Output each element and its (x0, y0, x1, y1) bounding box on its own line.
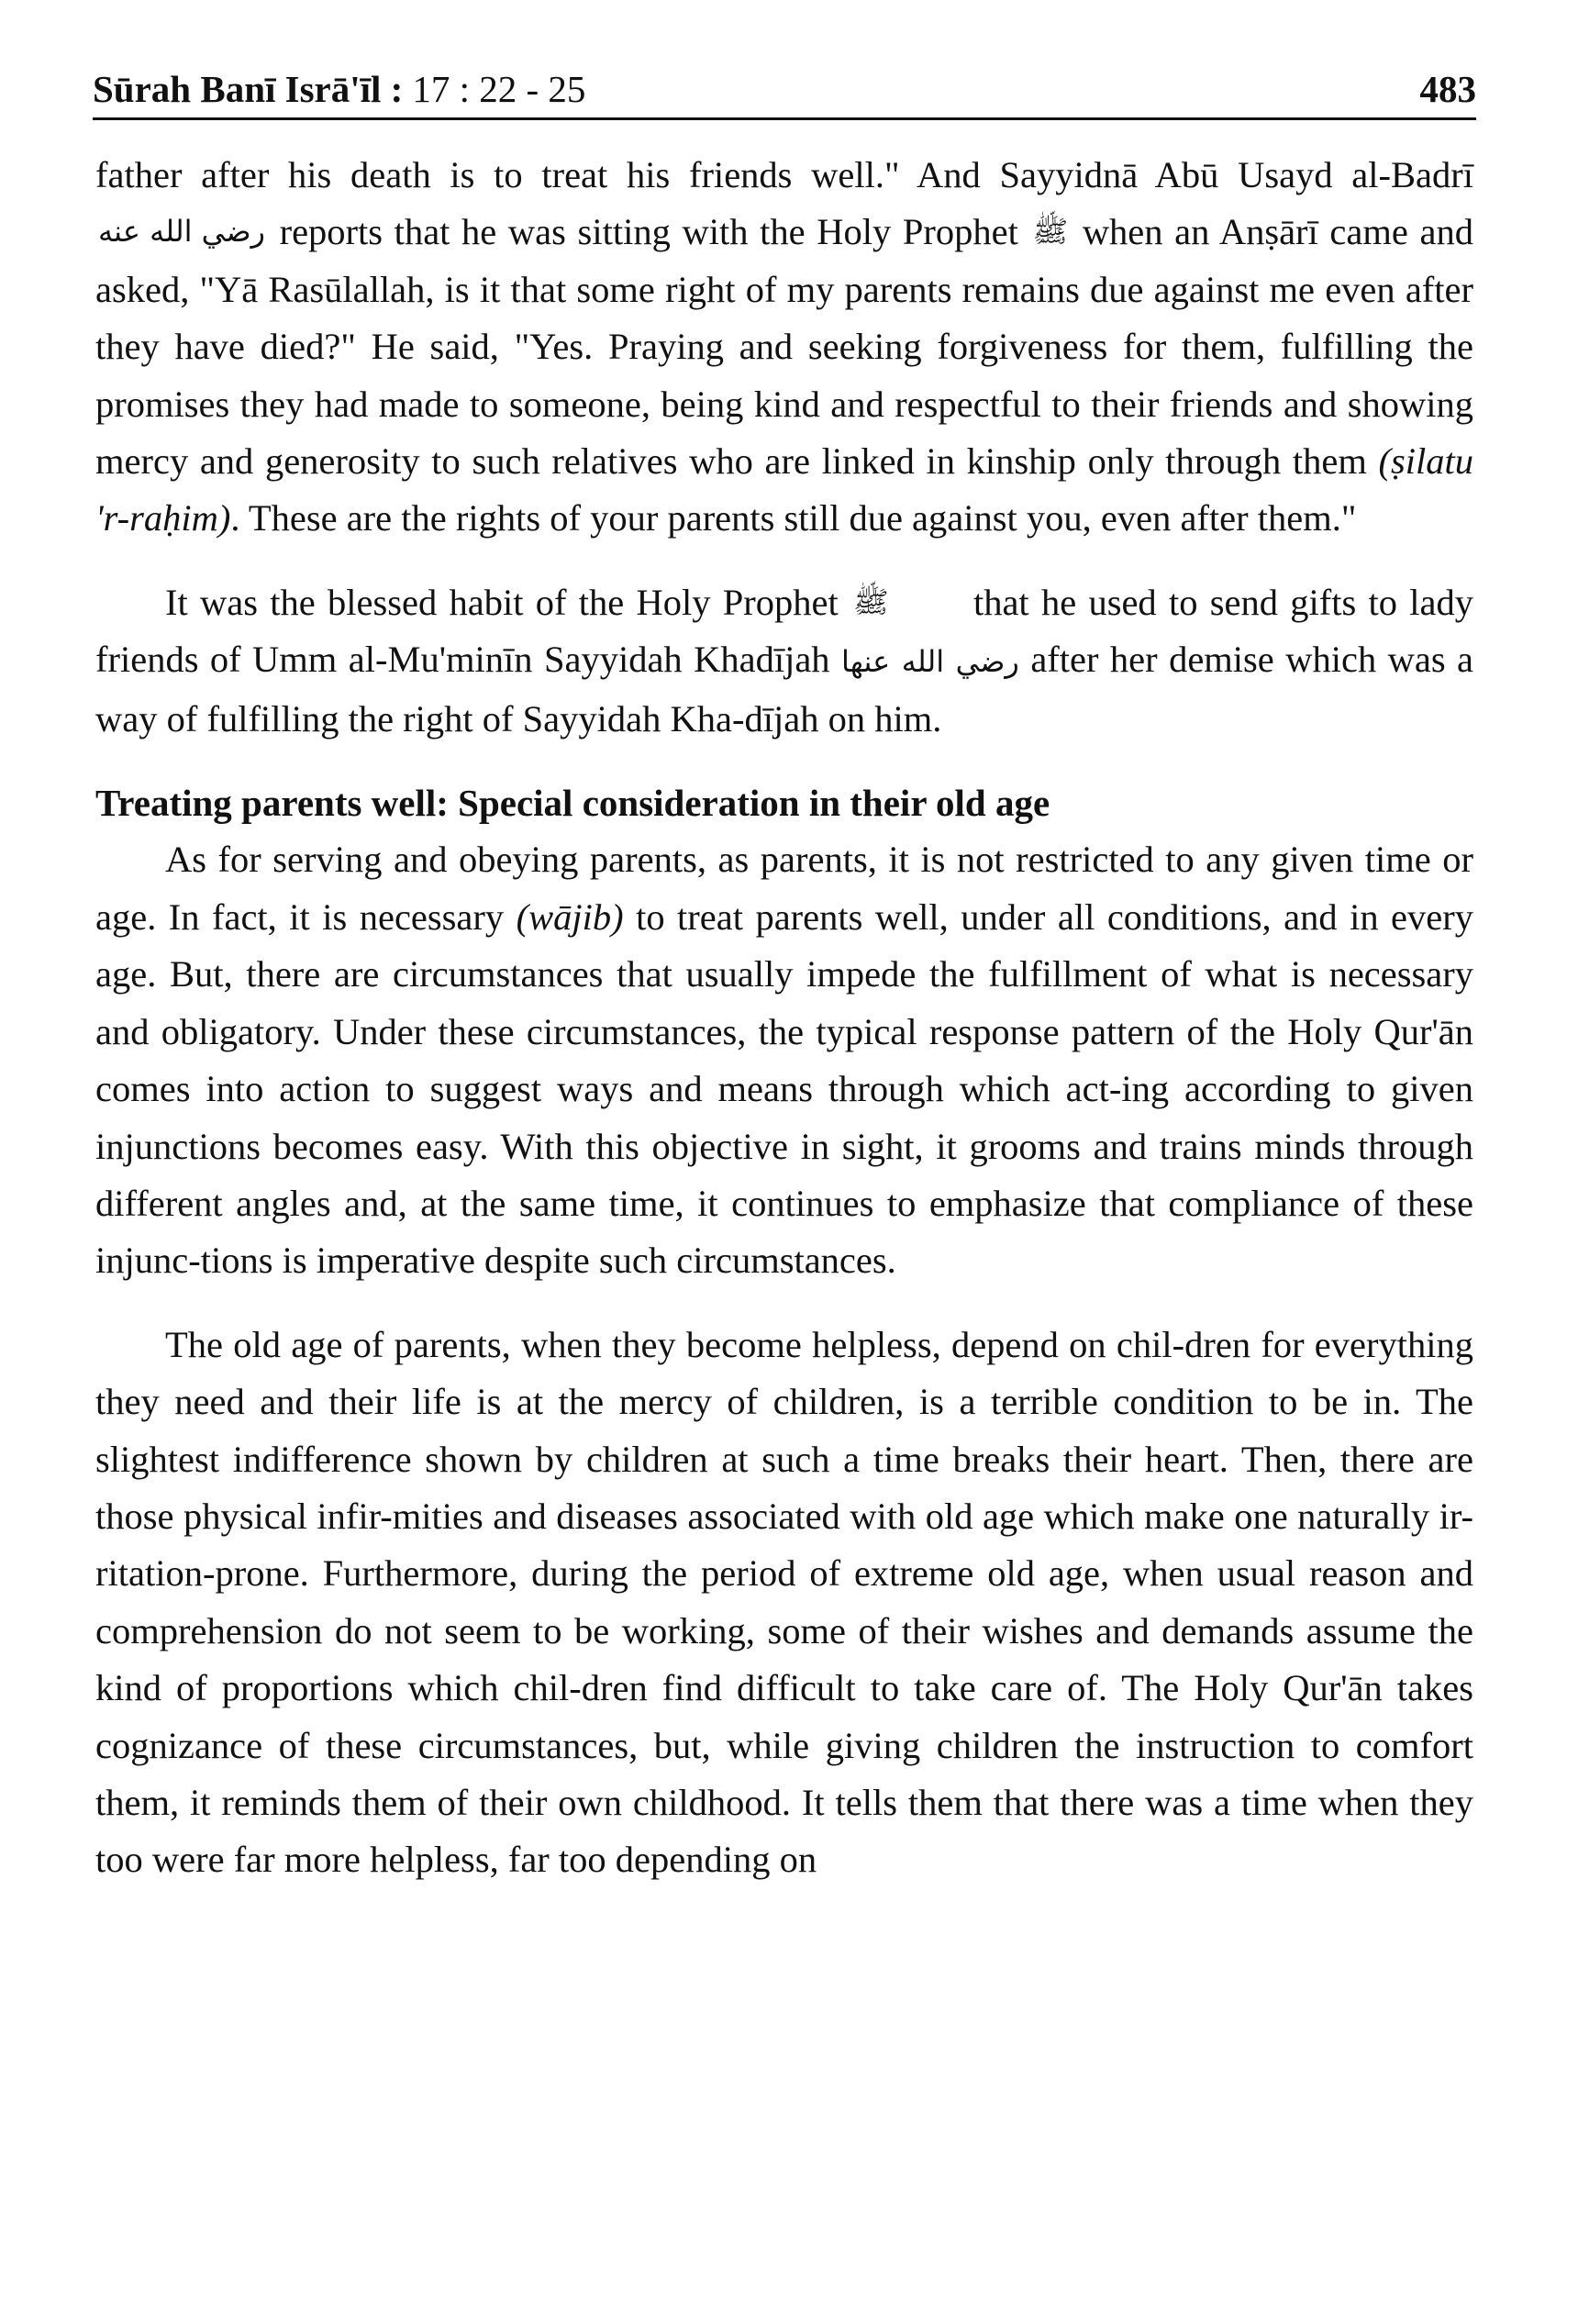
paragraph-1-text-1: father after his death is to treat his friends well." And Sayyidnā Abū Usayd al-Badrī (95, 154, 1473, 195)
page-number: 483 (1419, 68, 1476, 110)
paragraph-3-text-1: As for serving and obeying parents, as parents, it is not restricted to any given time or age. In fact, it is necessary (95, 839, 1473, 938)
arabic-honorific-radiallahu-anha: رضي الله عنها (841, 644, 1019, 680)
paragraph-gap (95, 548, 1473, 574)
paragraph-1-text-4: . These are the rights of your parents still due against you, even after them." (230, 497, 1357, 539)
italic-term-wajib: (wājib) (516, 895, 624, 938)
paragraph-2-text-1: It was the blessed habit of the Holy Prophet (165, 581, 851, 623)
italic-term-silatu-r-rahim: (ṣilatu 'r-raḥim) (95, 440, 1473, 539)
paragraph-3-text-2: to treat parents well, under all conditions, and in every age. But, there are circumstances that usually impede the fulfillment of what is necessary and obligatory. Under these circumstances, the typical response pattern of the Holy Qur'ān comes into action to suggest ways and means through which act-ing according to given injunctions becomes easy. With this objective in sight, it grooms and trains minds through different angles and, at the same time, it continues to emphasize that compliance of these injunc-tions is imperative despite such circumstances. (95, 895, 1473, 1282)
section-heading: Treating parents well: Special consideration in their old age (95, 782, 1050, 825)
paragraph-2-text-2: that he used to send gifts to lady friends of Umm al-Mu'minīn Sayyidah Khadījah (95, 581, 1473, 681)
paragraph-1 (95, 147, 1473, 548)
paragraph-2-text-3: after her demise which was a way of fulfilling the right of Sayyidah Kha-dījah on him. (95, 639, 1474, 739)
paragraph-1-text-3: when an Anṣārī came and asked, "Yā Rasūlallah, is it that some right of my parents remains due against me even after they have died?" He said, "Yes. Praying and seeking forgiveness for them, fulfilling the promises they had made to someone, being kind and respectful to their friends and showing mercy and generosity to such relatives who are linked in kinship only through them (95, 211, 1473, 483)
paragraph-gap (95, 748, 1473, 774)
running-header (93, 53, 1476, 108)
paragraph-3 (95, 831, 1473, 1289)
honorific-salawat: ﷺ (853, 584, 889, 619)
body-text (95, 147, 1473, 1889)
chapter-reference (93, 68, 586, 110)
verse-range: 17 : 22 - 25 (412, 68, 586, 110)
paragraph-gap (95, 1290, 1473, 1317)
surah-title: Sūrah Banī Isrā'īl : (93, 68, 404, 110)
honorific-salawat: ﷺ (1032, 214, 1069, 250)
paragraph-2 (95, 574, 1473, 748)
paragraph-1-text-2: reports that he was sitting with the Holy Prophet (267, 211, 1030, 253)
paragraph-4: The old age of parents, when they become helpless, depend on chil-dren for everything they need and their life is at the mercy of children, is a terrible condition to be in. The slightest indifference shown by children at such a time breaks their heart. Then, there are those physical infir-mities and diseases associated with old age which make one naturally ir-ritation-prone. Furthermore, during the period of extreme old age, when usual reason and comprehension do not seem to be working, some of their wishes and demands assume the kind of proportions which chil-dren find difficult to take care of. The Holy Qur'ān takes cognizance of these circumstances, but, while giving children the instruction to comfort them, it reminds them of their own childhood. It tells them that there was a time when they too were far more helpless, far too depending on (95, 1323, 1473, 1881)
header-rule (93, 117, 1476, 120)
honorific-radiallahu-anhu: رضي الله عنه (98, 214, 265, 250)
